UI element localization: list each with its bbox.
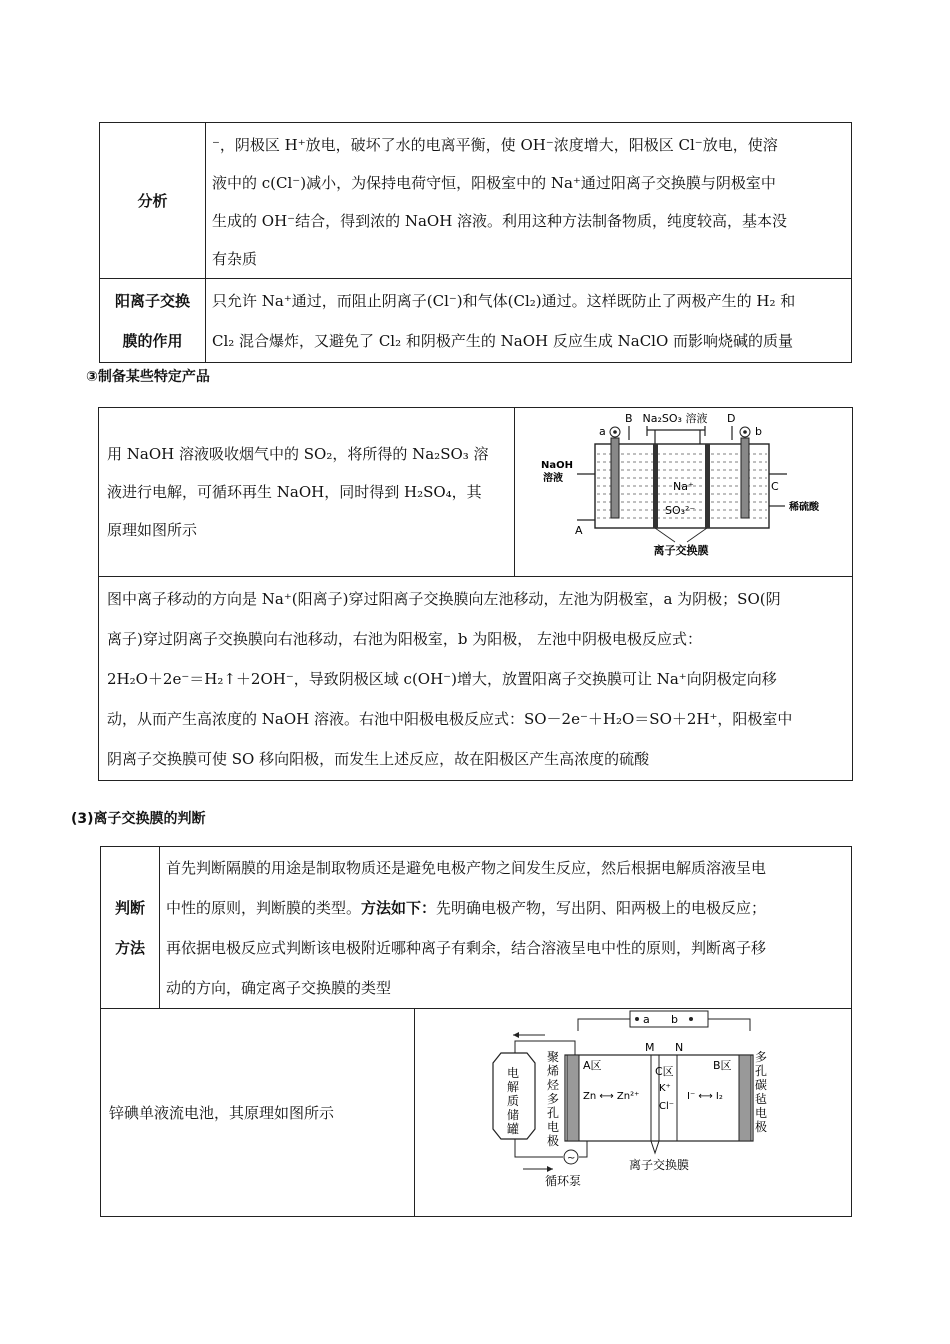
cation-membrane bbox=[653, 444, 658, 528]
battery-intro: 锌碘单液流电池，其原理如图所示 bbox=[101, 1009, 415, 1217]
svg-text:孔: 孔 bbox=[547, 1106, 560, 1120]
svg-text:烃: 烃 bbox=[547, 1078, 560, 1092]
text-line: 生成的 OH⁻结合，得到浓的 NaOH 溶液。利用这种方法制备物质，纯度较高，基本没 bbox=[212, 211, 788, 230]
zone-B: B区 bbox=[713, 1059, 732, 1072]
text-line: 首先判断隔膜的用途是制取物质还是避免电极产物之间发生反应，然后根据电解质溶液呈电 bbox=[166, 858, 767, 877]
text-line: 动，从而产生高浓度的 NaOH 溶液。右池中阳极电极反应式：SO－2e⁻＋H₂O＝SO＋2H⁺，阳极室中 bbox=[107, 709, 793, 728]
text-line: ⁻，阴极区 H⁺放电，破坏了水的电离平衡，使 OH⁻浓度增大，阳极区 Cl⁻放电，使溶 bbox=[212, 135, 778, 154]
svg-text:多: 多 bbox=[755, 1050, 768, 1064]
svg-text:罐: 罐 bbox=[507, 1122, 520, 1136]
section-heading-products: ③制备某些特定产品 bbox=[86, 369, 210, 385]
svg-text:毡: 毡 bbox=[755, 1092, 768, 1106]
svg-text:碳: 碳 bbox=[755, 1078, 768, 1092]
zone-A: A区 bbox=[583, 1059, 602, 1072]
text-line: 图中离子移动的方向是 Na⁺(阳离子)穿过阳离子交换膜向左池移动，左池为阴极室，a 为阴极；SO(阴 bbox=[107, 589, 781, 608]
label-C: C bbox=[771, 480, 779, 493]
zinc-iodine-battery-diagram bbox=[415, 1009, 850, 1201]
judgement-label: 判断 方法 bbox=[101, 847, 160, 1009]
svg-text:电: 电 bbox=[507, 1066, 520, 1080]
table-so2-electrolysis bbox=[98, 407, 853, 781]
terminal-a: a bbox=[643, 1013, 650, 1026]
svg-text:储: 储 bbox=[507, 1108, 520, 1122]
svg-text:电: 电 bbox=[755, 1106, 768, 1120]
table-membrane-judgement bbox=[100, 846, 852, 1217]
svg-text:聚: 聚 bbox=[547, 1050, 560, 1064]
label-D: D bbox=[727, 412, 736, 425]
svg-text:多: 多 bbox=[547, 1092, 560, 1106]
so2-intro bbox=[99, 408, 515, 577]
iodine-equation: I⁻ ⟷ I₂ bbox=[687, 1091, 723, 1102]
text-line: Cl₂ 混合爆炸，又避免了 Cl₂ 和阴极产生的 NaOH 反应生成 NaClO 而影响烧碱的质量 bbox=[212, 331, 794, 350]
svg-text:孔: 孔 bbox=[755, 1064, 768, 1078]
ion-so3: SO₃²⁻ bbox=[665, 504, 696, 517]
text-line: 原理如图所示 bbox=[107, 521, 198, 539]
label-B: B bbox=[625, 412, 633, 425]
ion-k: K⁺ bbox=[659, 1083, 671, 1094]
dilute-sulfuric-label: 稀硫酸 bbox=[789, 502, 819, 513]
right-electrode bbox=[739, 1055, 751, 1141]
zone-C: C区 bbox=[655, 1065, 674, 1078]
text-line: 只允许 Na⁺通过，而阻止阴离子(Cl⁻)和气体(Cl₂)通过。这样既防止了两极产生的 H₂ 和 bbox=[212, 291, 796, 310]
judgement-content bbox=[160, 847, 852, 1009]
membrane-label: 离子交换膜 bbox=[629, 1158, 690, 1172]
svg-text:电: 电 bbox=[547, 1120, 560, 1134]
membrane-role-content bbox=[206, 279, 852, 363]
label-N: N bbox=[675, 1041, 684, 1054]
terminal-b: b bbox=[671, 1013, 678, 1026]
svg-text:极: 极 bbox=[755, 1120, 768, 1134]
so2-analysis bbox=[99, 577, 853, 781]
analysis-content bbox=[206, 123, 852, 279]
battery-diagram-cell bbox=[415, 1009, 852, 1217]
naoh-label: NaOH bbox=[541, 460, 573, 471]
text-line: 再依据电极反应式判断该电极附近哪种离子有剩余，结合溶液呈电中性的原则，判断离子移 bbox=[166, 938, 767, 957]
text-line: 阴离子交换膜可使 SO 移向阳极，而发生上述反应，故在阳极区产生高浓度的硫酸 bbox=[107, 749, 650, 768]
right-electrode-label bbox=[755, 1050, 767, 1134]
svg-text:烯: 烯 bbox=[547, 1064, 560, 1078]
membrane-role-label: 阳离子交换 膜的作用 bbox=[100, 279, 206, 363]
text-line: 离子)穿过阴离子交换膜向右池移动，右池为阳极室，b 为阳极， 左池中阴极电极反应式： bbox=[107, 629, 702, 648]
electrode-a bbox=[611, 438, 619, 518]
ion-na: Na⁺ bbox=[673, 480, 694, 493]
label-a: a bbox=[599, 425, 606, 438]
load-box bbox=[630, 1011, 708, 1027]
so2-diagram-cell bbox=[515, 408, 853, 577]
method-label: 方法如下： bbox=[361, 898, 437, 917]
pump-label: 循环泵 bbox=[545, 1174, 582, 1188]
svg-text:~: ~ bbox=[567, 1153, 576, 1164]
svg-text:质: 质 bbox=[507, 1094, 520, 1108]
text-line: 中性的原则，判断膜的类型。方法如下：先明确电极产物，写出阴、阳两极上的电极反应； bbox=[166, 898, 767, 917]
table-analysis bbox=[99, 122, 852, 363]
analysis-label: 分析 bbox=[100, 123, 206, 279]
text-line: 用 NaOH 溶液吸收烟气中的 SO₂，将所得的 Na₂SO₃ 溶 bbox=[107, 445, 489, 463]
so2-electrolysis-diagram bbox=[515, 408, 851, 561]
svg-text:解: 解 bbox=[507, 1080, 520, 1094]
text-line: 液进行电解，可循环再生 NaOH，同时得到 H₂SO₄，其 bbox=[107, 483, 482, 501]
text-line: 动的方向，确定离子交换膜的类型 bbox=[166, 978, 392, 997]
anion-membrane bbox=[705, 444, 710, 528]
diagram-top-label: Na₂SO₃ 溶液 bbox=[642, 412, 708, 425]
label-b: b bbox=[755, 425, 762, 438]
text-line: 2H₂O＋2e⁻＝H₂↑＋2OH⁻，导致阴极区域 c(OH⁻)增大，放置阳离子交换膜可让 Na⁺向阴极定向移 bbox=[107, 669, 777, 688]
ion-exchange-membrane-label: 离子交换膜 bbox=[653, 544, 709, 557]
label-M: M bbox=[645, 1041, 655, 1054]
left-electrode-label bbox=[547, 1050, 560, 1148]
label-A: A bbox=[575, 524, 583, 537]
svg-text:极: 极 bbox=[547, 1134, 560, 1148]
left-electrode bbox=[567, 1055, 579, 1141]
electrode-b bbox=[741, 438, 749, 518]
zn-equation: Zn ⟷ Zn²⁺ bbox=[583, 1091, 640, 1102]
solution-label: 溶液 bbox=[543, 473, 563, 484]
section-heading-membrane-judgement: (3)离子交换膜的判断 bbox=[71, 811, 206, 827]
text-line: 有杂质 bbox=[212, 249, 258, 268]
text-line: 液中的 c(Cl⁻)减小，为保持电荷守恒，阳极室中的 Na⁺通过阳离子交换膜与阴极室中 bbox=[212, 173, 776, 192]
ion-cl: Cl⁻ bbox=[659, 1101, 675, 1112]
tank-label bbox=[507, 1065, 519, 1136]
